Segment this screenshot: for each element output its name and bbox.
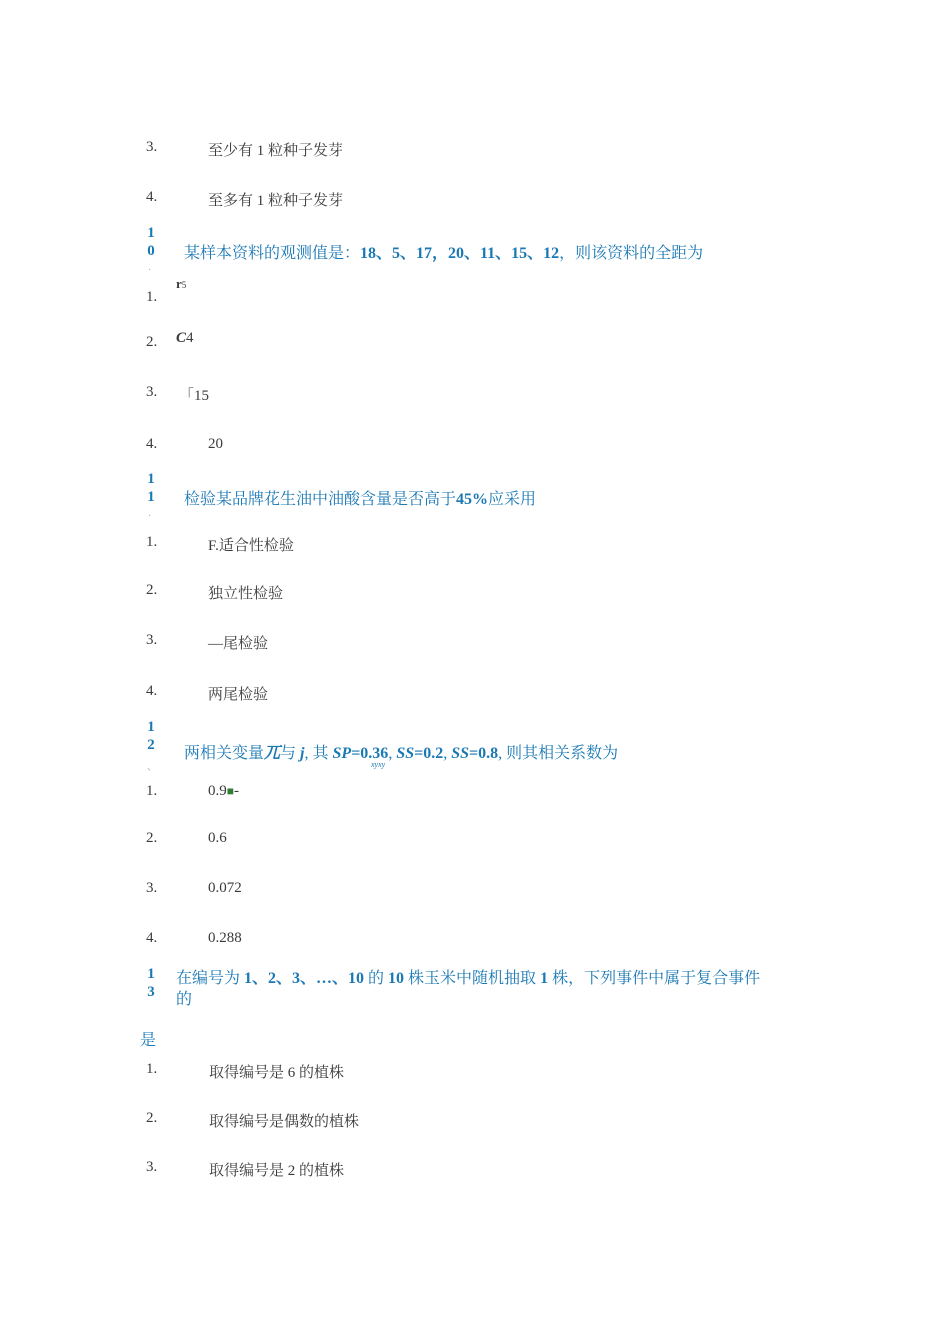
question-text-part: 检验某品牌花生油中油酸含量是否高于	[184, 491, 457, 508]
question-text-13-line1	[176, 965, 760, 988]
question-text-values: 1	[540, 970, 549, 987]
value-ss: =0.2	[414, 745, 444, 762]
option-number: 4.	[146, 930, 158, 946]
option-text[interactable]: 独立性检验	[208, 586, 284, 602]
option-number: 3.	[146, 1159, 158, 1175]
question-number-12	[144, 718, 158, 754]
option-number: 2.	[146, 830, 158, 846]
question-text-part: ，则该资料的全距为	[559, 245, 704, 262]
option-text[interactable]	[208, 783, 239, 800]
option-number: 3.	[146, 632, 158, 648]
option-text-part: C	[176, 330, 187, 346]
question-text-part: 的	[364, 970, 389, 987]
option-text-part: -	[234, 783, 239, 799]
question-text-part: ,	[388, 745, 397, 762]
question-text-values: 10	[388, 970, 405, 987]
option-number: 3.	[146, 139, 158, 155]
option-text[interactable]	[176, 330, 194, 347]
option-number: 1.	[146, 534, 158, 550]
question-text-part: 应采用	[488, 491, 537, 508]
option-text[interactable]: 取得编号是 2 的植株	[209, 1163, 345, 1179]
option-text[interactable]: 至多有 1 粒种子发芽	[208, 193, 344, 209]
question-number-dot: 、	[147, 762, 157, 773]
question-text-part: 在编号为	[176, 970, 245, 987]
question-number-dot: ·	[148, 265, 152, 276]
variable-ss: SS	[451, 745, 470, 762]
option-text[interactable]: 至少有 1 粒种子发芽	[208, 143, 344, 159]
question-text-values: 18、5、17，20、11、15、12	[360, 245, 560, 262]
question-text-part: ,	[443, 745, 452, 762]
option-text[interactable]: 「15	[179, 388, 210, 404]
option-number: 3.	[146, 384, 158, 400]
variable-sp: SP	[332, 745, 352, 762]
value-sp: =0.36	[351, 745, 389, 762]
option-number: 4.	[146, 683, 158, 699]
question-number-dot: ·	[148, 511, 152, 522]
option-number: 1.	[146, 289, 158, 305]
option-text-main: r	[176, 276, 182, 291]
option-text[interactable]: 0.288	[208, 930, 242, 946]
question-text-part: 株玉米中随机抽取	[404, 970, 541, 987]
variable-y: j	[300, 745, 305, 762]
question-text-11	[184, 486, 536, 509]
variable-x: 兀	[264, 745, 281, 762]
option-number: 2.	[146, 582, 158, 598]
question-number-13	[144, 965, 158, 1001]
option-number: 2.	[146, 1110, 158, 1126]
question-text-10	[184, 240, 703, 263]
question-number-digit: 1	[147, 471, 155, 487]
question-text-13-line3: 是	[140, 1032, 157, 1049]
option-text-part: 4	[186, 330, 194, 346]
variable-ss: SS	[396, 745, 415, 762]
question-number-10	[144, 224, 158, 260]
option-text[interactable]: F.适合性检验	[208, 538, 294, 554]
square-mark-icon: ■	[226, 784, 234, 798]
question-number-digit: 2	[147, 737, 155, 753]
question-number-11	[144, 470, 158, 506]
question-text-12	[184, 740, 618, 763]
option-text[interactable]: 0.072	[208, 880, 242, 896]
question-text-part: , 则其相关系数为	[498, 745, 619, 762]
question-text-part: 两相关变量	[184, 745, 265, 762]
option-text[interactable]: 20	[208, 436, 223, 452]
option-text[interactable]: 两尾检验	[208, 687, 269, 703]
question-number-digit: 1	[147, 719, 155, 735]
option-text-main: 0.9	[208, 783, 227, 799]
question-number-digit: 0	[147, 243, 155, 259]
question-text-part: 株，下列事件中属于复合事件	[548, 970, 761, 987]
option-text[interactable]: —尾检验	[208, 636, 269, 652]
option-text[interactable]: 0.6	[208, 830, 227, 846]
question-number-digit: 3	[147, 984, 155, 1000]
option-number: 2.	[146, 334, 158, 350]
value-ss: =0.8	[469, 745, 499, 762]
option-text[interactable]	[176, 276, 186, 292]
question-number-digit: 1	[147, 489, 155, 505]
option-text[interactable]: 取得编号是 6 的植株	[209, 1065, 345, 1081]
question-number-digit: 1	[147, 966, 155, 982]
option-number: 3.	[146, 880, 158, 896]
option-number: 4.	[146, 436, 158, 452]
question-text-13-line2: 的	[176, 991, 193, 1008]
option-text-sub: 5	[181, 280, 187, 290]
option-number: 1.	[146, 1061, 158, 1077]
option-text[interactable]: 取得编号是偶数的植株	[209, 1114, 360, 1130]
question-number-digit: 1	[147, 225, 155, 241]
question-text-values: 1、2、3、…、10	[244, 970, 365, 987]
option-number: 4.	[146, 189, 158, 205]
option-number: 1.	[146, 783, 158, 799]
subscript: xyxy	[371, 760, 386, 769]
question-text-part: , 其	[304, 745, 333, 762]
question-text-part: 与	[280, 745, 301, 762]
question-text-part: 某样本资料的观测值是：	[184, 245, 361, 262]
question-text-values: 45%	[456, 491, 489, 508]
